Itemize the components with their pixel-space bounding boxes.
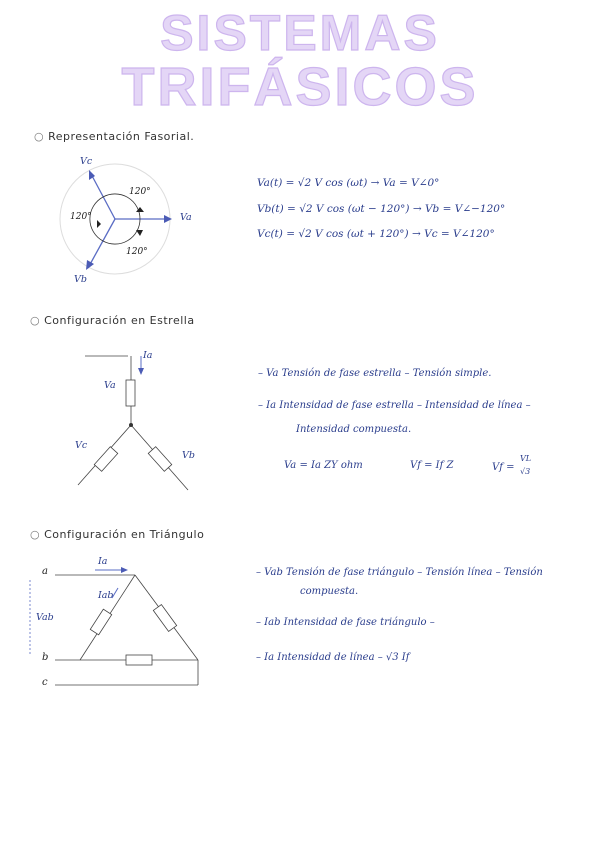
phasor-va-arrow xyxy=(164,215,172,223)
arc-arrow-2 xyxy=(97,220,101,228)
star-note-1: – Va Tensión de fase estrella – Tensión simple. xyxy=(258,368,492,379)
star-label-vc: Vc xyxy=(75,440,88,451)
equation-va: Va(t) = √2 V cos (ωt) → Va = V∠0° xyxy=(257,177,440,189)
title-line-1: SISTEMAS xyxy=(160,5,440,61)
delta-label-vab: Vab xyxy=(36,612,54,623)
delta-label-ia: Ia xyxy=(98,556,108,567)
label-vb: Vb xyxy=(74,274,87,285)
angle-left: 120° xyxy=(70,212,92,222)
star-note-2: – Ia Intensidad de fase estrella – Intensidad de línea – xyxy=(258,400,531,411)
label-vc: Vc xyxy=(80,156,93,167)
star-formula-3-num: VL xyxy=(520,454,532,463)
angle-bottom: 120° xyxy=(126,247,148,257)
section-heading-star: ○ Configuración en Estrella xyxy=(30,314,195,327)
star-formula-2: Vf = If Z xyxy=(410,460,454,471)
arc-arrow-3 xyxy=(136,230,143,236)
tri-impedance-ab xyxy=(90,609,111,635)
delta-label-c: c xyxy=(42,677,48,688)
section-heading-delta: ○ Configuración en Triángulo xyxy=(30,528,205,541)
equation-vb: Vb(t) = √2 V cos (ωt − 120°) → Vb = V∠−120° xyxy=(257,203,506,215)
star-label-ia: Ia xyxy=(143,350,153,361)
delta-note-3: – Iab Intensidad de fase triángulo – xyxy=(256,617,435,628)
delta-label-a: a xyxy=(42,566,48,577)
label-va: Va xyxy=(180,212,192,223)
star-impedance-b xyxy=(148,447,171,472)
delta-label-b: b xyxy=(42,652,49,663)
tri-impedance-ca xyxy=(153,605,176,632)
angle-arc-left xyxy=(90,197,103,241)
star-formula-3-lhs: Vf = xyxy=(492,462,515,473)
star-formula-1: Va = Ia ZY ohm xyxy=(284,460,363,471)
star-impedance-c xyxy=(94,447,117,472)
star-current-arrowhead xyxy=(138,368,144,375)
phasor-vc-line xyxy=(90,172,115,219)
tri-ia-arrowhead xyxy=(121,567,128,573)
star-impedance-a xyxy=(126,380,135,406)
star-formula-3-den: √3 xyxy=(520,467,531,476)
delta-note-4: – Ia Intensidad de línea – √3 If xyxy=(256,652,410,663)
star-neutral-node xyxy=(129,423,133,427)
equation-vc: Vc(t) = √2 V cos (ωt + 120°) → Vc = V∠120° xyxy=(257,228,495,240)
star-label-vb: Vb xyxy=(182,450,195,461)
title-line-2: TRIFÁSICOS xyxy=(121,57,479,117)
delta-note-2: compuesta. xyxy=(300,586,359,597)
star-note-3: Intensidad compuesta. xyxy=(296,424,412,435)
angle-top: 120° xyxy=(129,187,151,197)
tri-impedance-bc xyxy=(126,655,152,665)
delta-label-iab: Iab xyxy=(98,590,114,601)
section-heading-phasor: ○ Representación Fasorial. xyxy=(34,130,195,143)
delta-note-1: – Vab Tensión de fase triángulo – Tensión línea – Tensión xyxy=(256,567,543,578)
star-label-va: Va xyxy=(104,380,116,391)
